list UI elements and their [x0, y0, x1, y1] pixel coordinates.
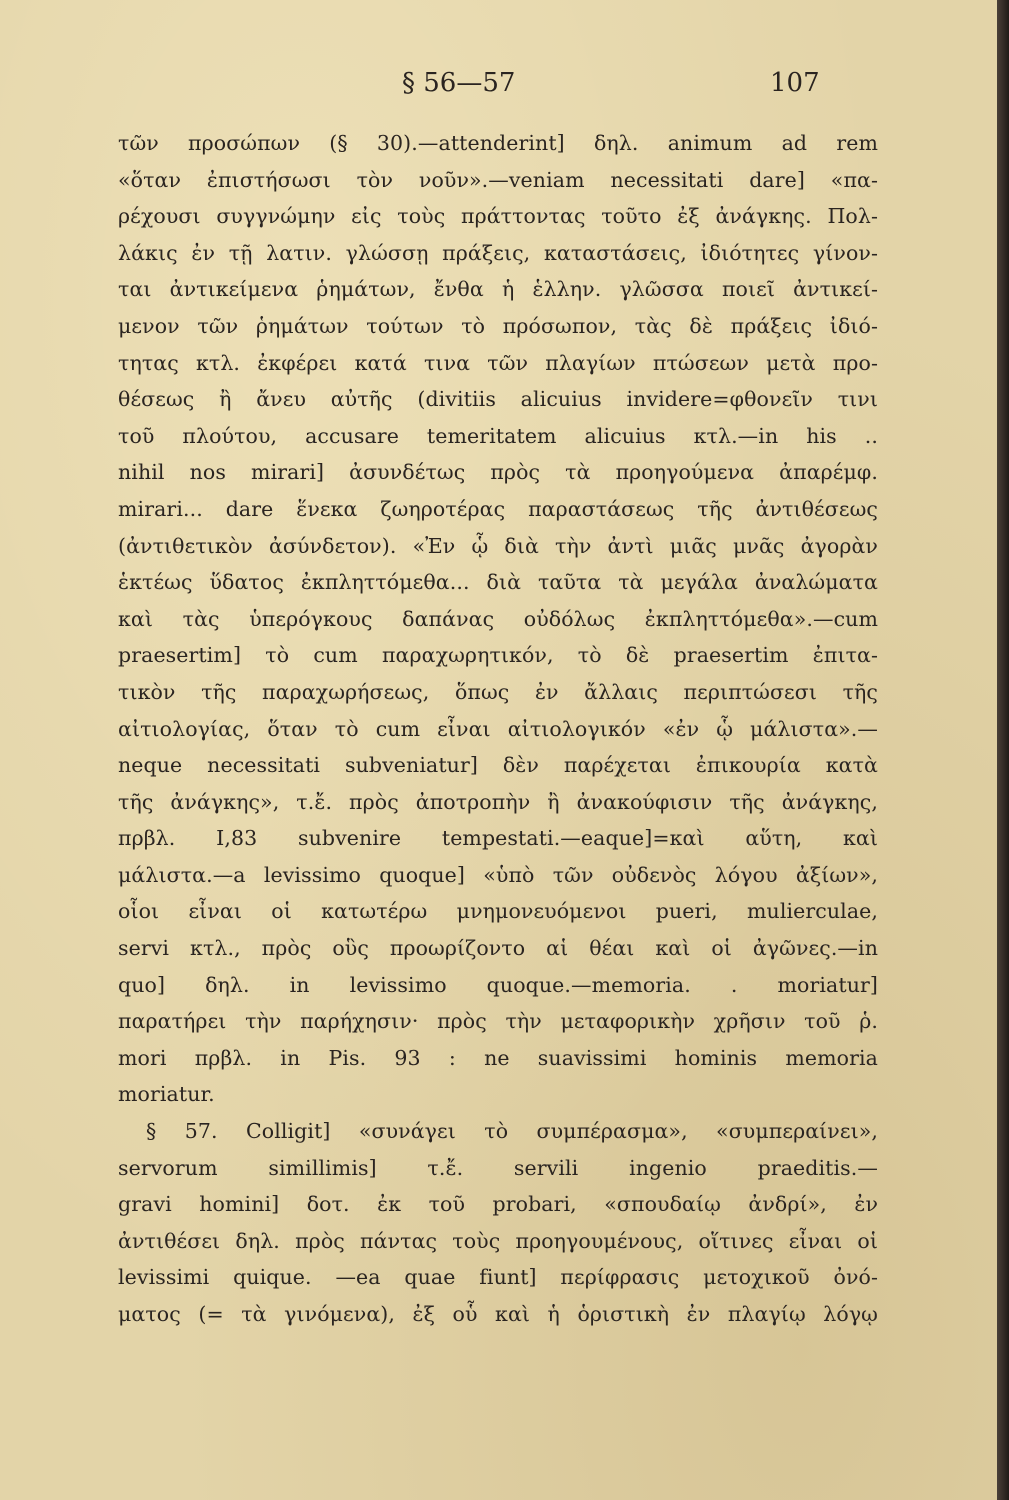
page-number: 107: [770, 68, 820, 98]
text-line: οἷοι εἶναι οἱ κατωτέρω μνημονευόμενοι pueri, mulierculae,: [118, 899, 878, 924]
running-header: [0, 68, 1000, 108]
text-line: levissimi quique. —ea quae fiunt] περίφρασις μετοχικοῦ ὀνό-: [118, 1265, 878, 1290]
text-line: ἀντιθέσει δηλ. πρὸς πάντας τοὺς προηγουμένους, οἵτινες εἶναι οἱ: [118, 1228, 878, 1253]
text-line: ρέχουσι συγγνώμην εἰς τοὺς πράττοντας τοῦτο ἐξ ἀνάγκης. Πολ-: [118, 204, 878, 229]
text-line: παρατήρει τὴν παρήχησιν· πρὸς τὴν μεταφορικὴν χρῆσιν τοῦ ῥ.: [118, 1009, 878, 1034]
text-line: λάκις ἐν τῇ λατιν. γλώσσῃ πράξεις, καταστάσεις, ἰδιότητες γίνον-: [118, 240, 878, 265]
text-line: mirari... dare ἕνεκα ζωηροτέρας παραστάσεως τῆς ἀντιθέσεως: [118, 496, 878, 521]
text-line: gravi homini] δοτ. ἐκ τοῦ probari, «σπουδαίῳ ἀνδρί», ἐν: [118, 1192, 878, 1217]
text-line: mori πρβλ. in Pis. 93 : ne suavissimi hominis memoria: [118, 1045, 878, 1070]
text-line: quo] δηλ. in levissimo quoque.—memoria. . moriatur]: [118, 972, 878, 997]
section-57-start: § 57. Colligit] «συνάγει τὸ συμπέρασμα», «συμπεραίνει»,: [146, 1119, 878, 1144]
text-line: τητας κτλ. ἐκφέρει κατά τινα τῶν πλαγίων πτώσεων μετὰ προ-: [118, 350, 878, 375]
text-line: praesertim] τὸ cum παραχωρητικόν, τὸ δὲ praesertim ἐπιτα-: [118, 643, 878, 668]
text-line: servi κτλ., πρὸς οὓς προωρίζοντο αἱ θέαι καὶ οἱ ἀγῶνες.—in: [118, 936, 878, 961]
commentary-text: [118, 125, 878, 1333]
text-line: neque necessitati subveniatur] δὲν παρέχεται ἐπικουρία κατὰ: [118, 753, 878, 778]
text-line: καὶ τὰς ὑπερόγκους δαπάνας οὐδόλως ἐκπληττόμεθα».—cum: [118, 606, 878, 631]
text-line: τοῦ πλούτου, accusare temeritatem alicuius κτλ.—in his ..: [118, 423, 878, 448]
text-line: ματος (= τὰ γινόμενα), ἐξ οὗ καὶ ἡ ὁριστικὴ ἐν πλαγίῳ λόγῳ: [118, 1302, 878, 1326]
text-line: αἰτιολογίας, ὅταν τὸ cum εἶναι αἰτιολογικόν «ἐν ᾧ μάλιστα».—: [118, 716, 878, 741]
section-reference: § 56—57: [402, 68, 516, 98]
text-line: moriatur.: [118, 1082, 215, 1107]
text-line: τῶν προσώπων (§ 30).—attenderint] δηλ. animum ad rem: [118, 131, 878, 155]
text-line: μάλιστα.—a levissimo quoque] «ὑπὸ τῶν οὐδενὸς λόγου ἀξίων»,: [118, 862, 878, 887]
text-line: θέσεως ἢ ἄνευ αὐτῆς (divitiis alicuius invidere=φθονεῖν τινι: [118, 387, 878, 412]
text-line: τῆς ἀνάγκης», τ.ἔ. πρὸς ἀποτροπὴν ἢ ἀνακούφισιν τῆς ἀνάγκης,: [118, 789, 878, 814]
text-line: «ὅταν ἐπιστήσωσι τὸν νοῦν».—veniam necessitati dare] «πα-: [118, 167, 878, 192]
text-line: μενον τῶν ῥημάτων τούτων τὸ πρόσωπον, τὰς δὲ πράξεις ἰδιό-: [118, 313, 878, 338]
text-line: ται ἀντικείμενα ῥημάτων, ἔνθα ἡ ἑλλην. γλῶσσα ποιεῖ ἀντικεί-: [118, 277, 878, 302]
text-line: τικὸν τῆς παραχωρήσεως, ὅπως ἐν ἄλλαις περιπτώσεσι τῆς: [118, 679, 878, 704]
text-line: servorum simillimis] τ.ἔ. servili ingenio praeditis.—: [118, 1155, 878, 1180]
text-line: (ἀντιθετικὸν ἀσύνδετον). «Ἐν ᾧ διὰ τὴν ἀντὶ μιᾶς μνᾶς ἀγορὰν: [118, 533, 878, 558]
text-line: ἑκτέως ὕδατος ἐκπληττόμεθα... διὰ ταῦτα τὰ μεγάλα ἀναλώματα: [118, 570, 878, 595]
text-line: πρβλ. I,83 subvenire tempestati.—eaque]=καὶ αὕτη, καὶ: [118, 826, 878, 851]
book-edge: [997, 0, 1009, 1500]
text-line: nihil nos mirari] ἀσυνδέτως πρὸς τὰ προηγούμενα ἀπαρέμφ.: [118, 460, 878, 485]
